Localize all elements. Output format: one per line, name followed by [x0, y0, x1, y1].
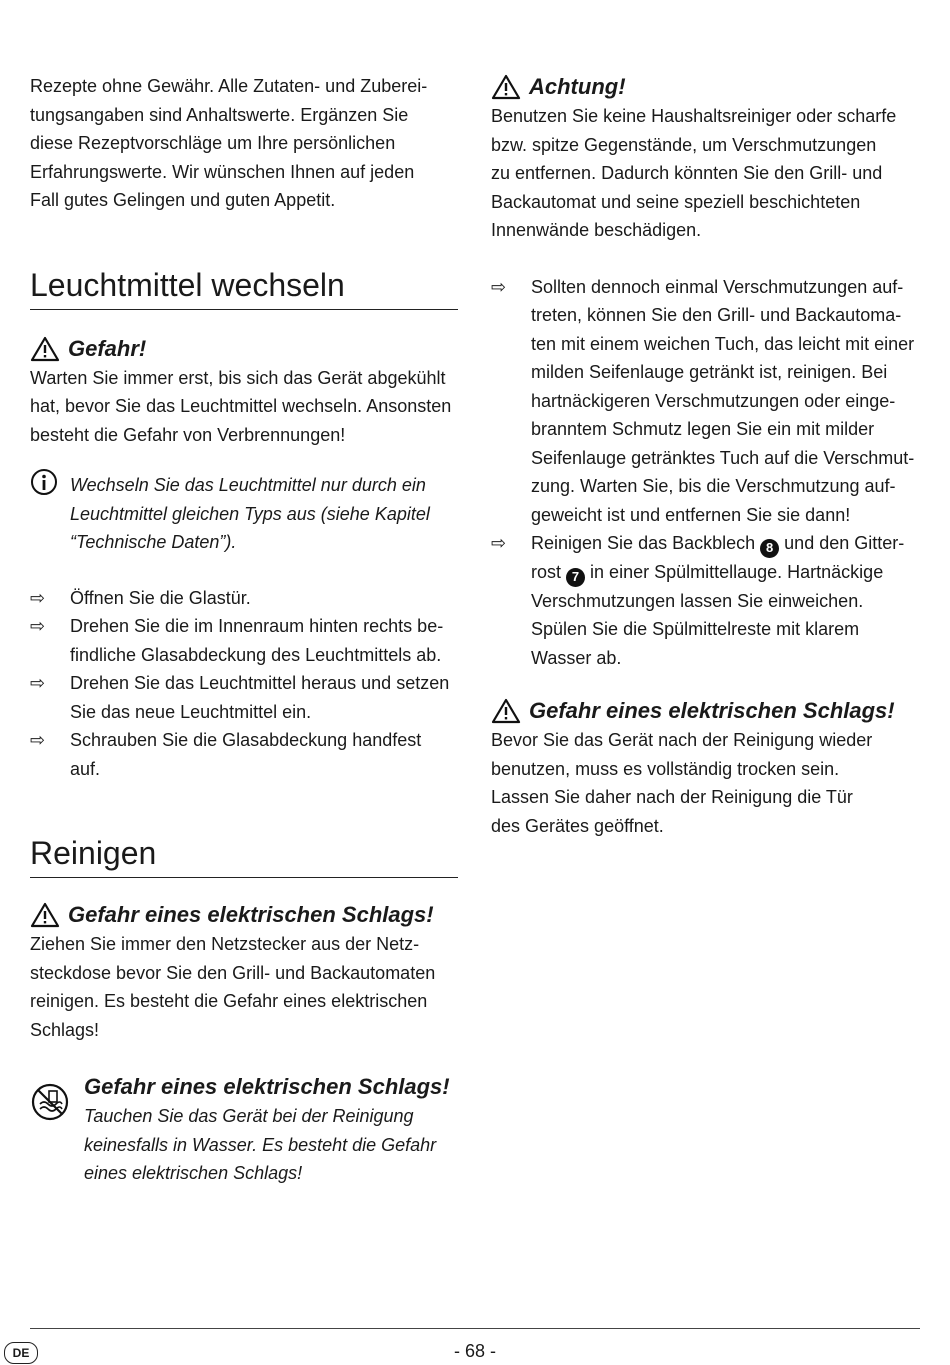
caution-line: bzw. spitze Gegenstände, um Verschmutzungen: [491, 134, 877, 155]
danger-line: besteht die Gefahr von Verbrennungen!: [30, 424, 346, 445]
intro-line: Erfahrungswerte. Wir wünschen Ihnen auf jeden: [30, 161, 415, 182]
arrow-icon: ⇨: [30, 673, 46, 693]
step-line: hartnäckigeren Verschmutzungen oder einge-: [531, 390, 896, 411]
language-badge: DE: [4, 1342, 38, 1364]
caution-heading: [491, 72, 931, 102]
shock-title: Gefahr eines elektrischen Schlags!: [68, 902, 434, 927]
info-line: Leuchtmittel gleichen Typs aus (siehe Kapitel: [70, 503, 430, 524]
water-heading: [84, 1072, 450, 1102]
water-line: keinesfalls in Wasser. Es besteht die Gefahr: [84, 1134, 437, 1155]
info-icon: [30, 468, 58, 496]
part-number-badge: 8: [760, 539, 779, 558]
step-line: geweicht ist und entfernen Sie sie dann!: [531, 504, 851, 525]
intro-line: tungsangaben sind Anhaltswerte. Ergänzen Sie: [30, 104, 409, 125]
step-line: zung. Warten Sie, bis die Verschmutzung auf-: [531, 476, 896, 496]
shock-line: des Gerätes geöffnet.: [491, 815, 664, 836]
intro-line: diese Rezeptvorschläge um Ihre persönlichen: [30, 133, 396, 153]
intro-paragraph: [30, 72, 470, 215]
part-number-badge: 7: [566, 568, 585, 587]
no-water-immersion-icon: [30, 1082, 70, 1122]
list-item: [30, 669, 470, 726]
step-line: ten mit einem weichen Tuch, das leicht mit einer: [531, 333, 915, 354]
danger-title: Gefahr!: [68, 335, 147, 361]
steps-list-leuchtmittel: [30, 584, 470, 784]
list-item: [30, 726, 470, 783]
left-column: [30, 72, 470, 1188]
section-title-reinigen: Reinigen: [30, 833, 458, 878]
caution-line: zu entfernen. Dadurch könnten Sie den Grill- und: [491, 163, 883, 183]
step-line: Sollten dennoch einmal Verschmutzungen auf-: [531, 276, 904, 297]
water-line: Tauchen Sie das Gerät bei der Reinigung: [84, 1106, 414, 1126]
list-item: [30, 612, 470, 669]
caution-paragraph: [491, 102, 931, 245]
caution-line: Benutzen Sie keine Haushaltsreiniger oder scharfe: [491, 106, 897, 126]
water-title: Gefahr eines elektrischen Schlags!: [84, 1074, 450, 1099]
step-text: Reinigen Sie das Backblech: [531, 533, 756, 553]
step-text: und den Gitter-: [784, 533, 905, 553]
shock-paragraph-right: [491, 726, 931, 840]
warning-triangle-icon: [30, 902, 60, 928]
step-line: [531, 558, 904, 587]
shock-line: Ziehen Sie immer den Netzstecker aus der Netz-: [30, 934, 420, 954]
footer-divider: [30, 1328, 920, 1329]
shock-heading: [30, 900, 470, 930]
danger-line: hat, bevor Sie das Leuchtmittel wechseln. Ansonsten: [30, 396, 452, 416]
shock-line: Lassen Sie daher nach der Reinigung die Tür: [491, 787, 853, 807]
step-text: in einer Spülmittellauge. Hartnäckige: [590, 561, 884, 582]
info-note: [30, 471, 470, 557]
step-line: [531, 529, 904, 558]
danger-line: Warten Sie immer erst, bis sich das Gerät abgekühlt: [30, 367, 446, 388]
caution-title: Achtung!: [529, 74, 626, 99]
info-line: Wechseln Sie das Leuchtmittel nur durch ein: [70, 475, 426, 495]
intro-line: Rezepte ohne Gewähr. Alle Zutaten- und Zuberei-: [30, 76, 428, 96]
step-text: rost: [531, 561, 562, 582]
arrow-icon: ⇨: [491, 533, 507, 553]
step-line: Sie das neue Leuchtmittel ein.: [70, 701, 312, 722]
shock-heading-right: [491, 696, 931, 726]
warning-triangle-icon: [30, 336, 60, 362]
step-line: Öffnen Sie die Glastür.: [70, 587, 251, 608]
step-line: auf.: [70, 758, 101, 779]
list-item: [30, 584, 470, 613]
arrow-icon: ⇨: [30, 730, 46, 750]
warning-triangle-icon: [491, 74, 521, 100]
water-line: eines elektrischen Schlags!: [84, 1163, 303, 1183]
step-line: branntem Schmutz legen Sie ein mit milder: [531, 419, 875, 439]
step-line: findliche Glasabdeckung des Leuchtmittels ab.: [70, 644, 442, 665]
step-line: treten, können Sie den Grill- und Backautoma-: [531, 305, 902, 325]
step-line: Seifenlauge getränktes Tuch auf die Verschmut-: [531, 447, 915, 468]
step-line: Drehen Sie die im Innenraum hinten rechts be-: [70, 616, 444, 636]
danger-heading: [30, 334, 470, 364]
list-item: [491, 529, 931, 672]
arrow-icon: ⇨: [491, 276, 507, 297]
arrow-icon: ⇨: [30, 587, 46, 608]
steps-list-reinigen: [491, 273, 931, 673]
right-column: [491, 72, 931, 840]
shock-line: Schlags!: [30, 1019, 100, 1040]
shock-line: Bevor Sie das Gerät nach der Reinigung wieder: [491, 730, 873, 750]
shock-line: reinigen. Es besteht die Gefahr eines elektrischen: [30, 991, 428, 1011]
arrow-icon: ⇨: [30, 616, 46, 636]
caution-line: Innenwände beschädigen.: [491, 220, 702, 240]
step-line: milden Seifenlauge getränkt ist, reinigen. Bei: [531, 362, 888, 382]
danger-paragraph: [30, 364, 470, 450]
shock-line: steckdose bevor Sie den Grill- und Backautomaten: [30, 962, 436, 983]
step-line: Verschmutzungen lassen Sie einweichen.: [531, 590, 864, 611]
step-line: Wasser ab.: [531, 647, 622, 668]
step-line: Drehen Sie das Leuchtmittel heraus und setzen: [70, 673, 450, 693]
page-number: - 68 -: [453, 1341, 496, 1361]
warning-triangle-icon: [491, 698, 521, 724]
water-warning: [30, 1072, 470, 1188]
caution-line: Backautomat und seine speziell beschichteten: [491, 191, 861, 212]
shock-title: Gefahr eines elektrischen Schlags!: [529, 698, 895, 723]
shock-line: benutzen, muss es vollständig trocken sein.: [491, 758, 840, 779]
intro-line: Fall gutes Gelingen und guten Appetit.: [30, 190, 336, 210]
list-item: [491, 273, 931, 530]
step-line: Schrauben Sie die Glasabdeckung handfest: [70, 730, 422, 750]
shock-paragraph: [30, 930, 470, 1044]
section-title-leuchtmittel: Leuchtmittel wechseln: [30, 265, 458, 310]
info-line: “Technische Daten”).: [70, 532, 237, 552]
step-line: Spülen Sie die Spülmittelreste mit klarem: [531, 619, 860, 639]
